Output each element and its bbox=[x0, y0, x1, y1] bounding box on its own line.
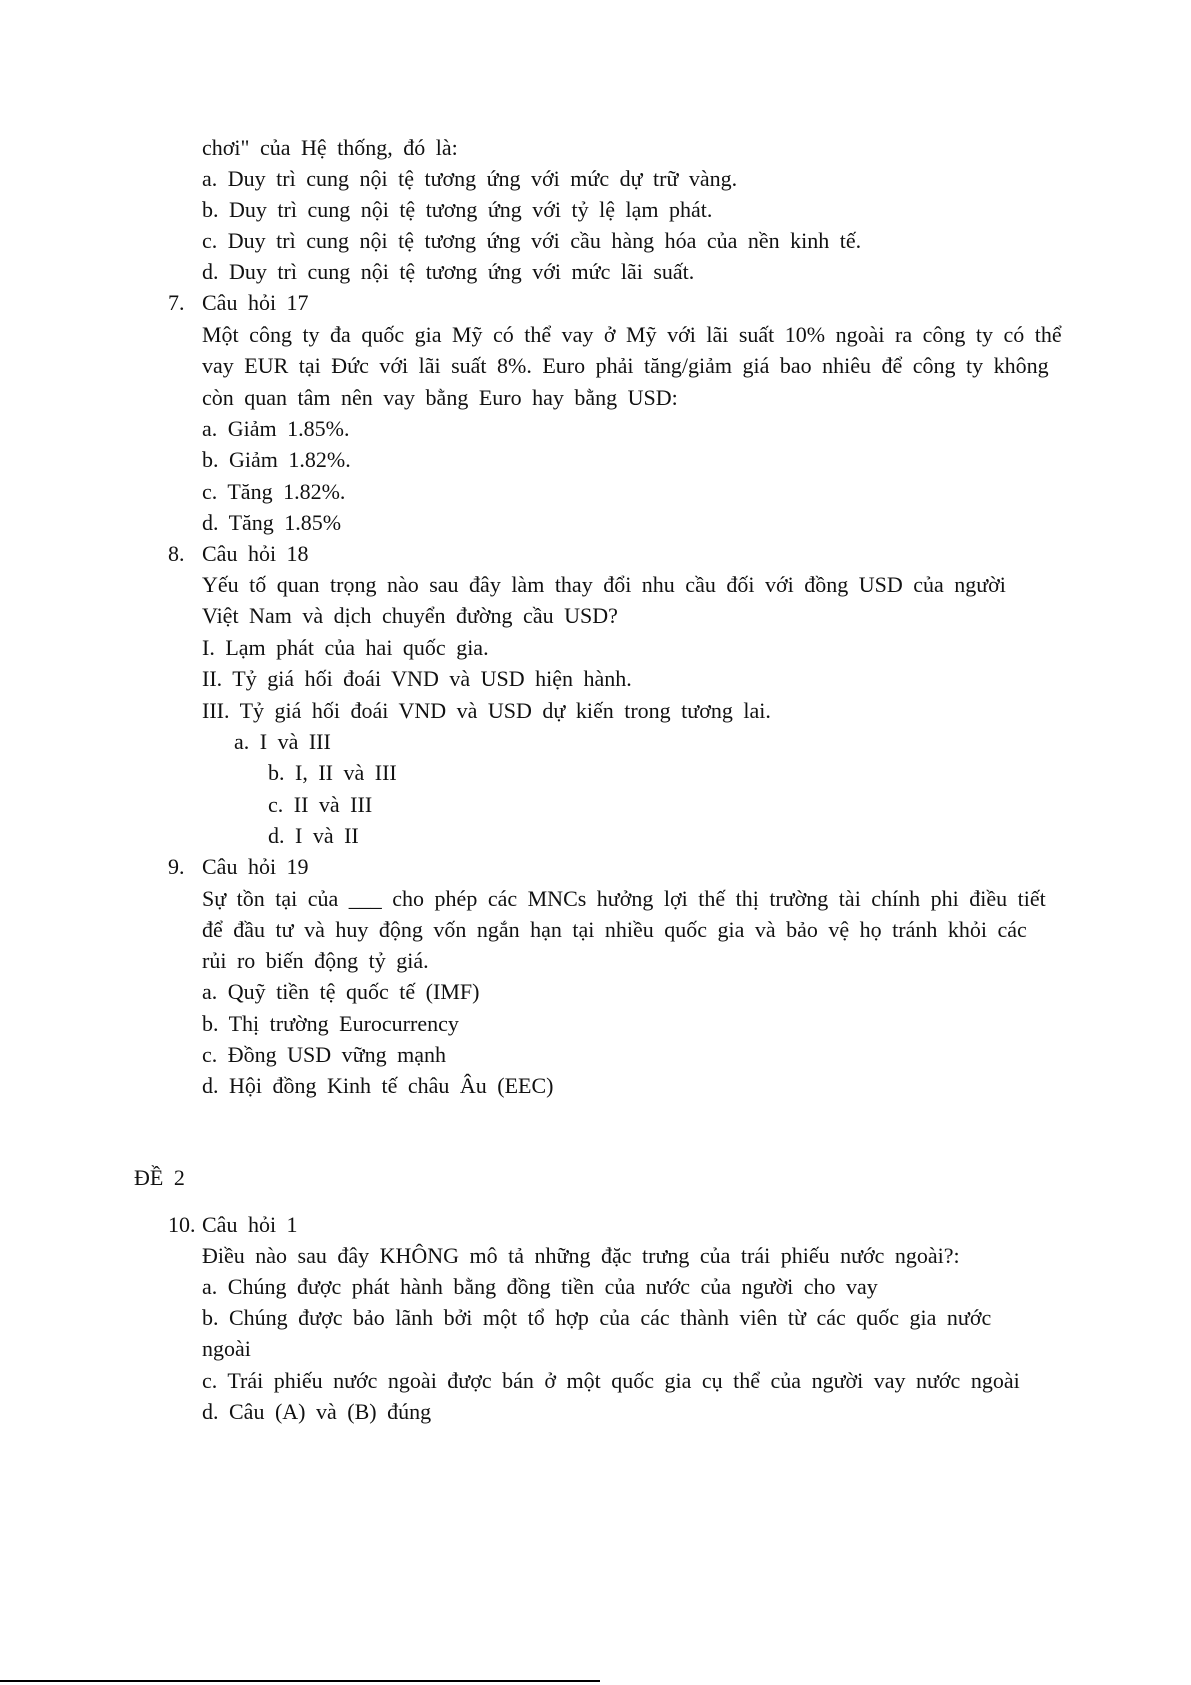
question-stem-line: chơi" của Hệ thống, đó là: bbox=[202, 135, 458, 160]
question-stem-line: Việt Nam và dịch chuyển đường cầu USD? bbox=[202, 603, 618, 628]
question-stem-line: Yếu tố quan trọng nào sau đây làm thay đổi nhu cầu đối với đồng USD của người bbox=[202, 572, 1006, 597]
question-stem-line: còn quan tâm nên vay bằng Euro hay bằng USD: bbox=[202, 385, 678, 410]
answer-option-a: a. Giảm 1.85%. bbox=[202, 416, 350, 441]
question-number: 9. bbox=[168, 854, 185, 879]
answer-option-a: a. Duy trì cung nội tệ tương ứng với mức dự trữ vàng. bbox=[202, 166, 738, 191]
statement-i: I. Lạm phát của hai quốc gia. bbox=[202, 635, 489, 660]
answer-option-d: d. Hội đồng Kinh tế châu Âu (EEC) bbox=[202, 1073, 554, 1098]
answer-option-c: c. II và III bbox=[268, 792, 373, 817]
answer-option-b-continued: ngoài bbox=[202, 1336, 251, 1361]
question-title: Câu hỏi 19 bbox=[202, 854, 309, 879]
answer-option-a: a. I và III bbox=[234, 729, 331, 754]
answer-option-b: b. Giảm 1.82%. bbox=[202, 447, 351, 472]
page-bottom-rule bbox=[0, 1680, 600, 1682]
question-title: Câu hỏi 1 bbox=[202, 1212, 298, 1237]
answer-option-b: b. Chúng được bảo lãnh bởi một tổ hợp của các thành viên từ các quốc gia nước bbox=[202, 1305, 992, 1330]
question-stem-line: Điều nào sau đây KHÔNG mô tả những đặc trưng của trái phiếu nước ngoài?: bbox=[202, 1243, 960, 1268]
answer-option-d: d. I và II bbox=[268, 823, 359, 848]
statement-iii: III. Tỷ giá hối đoái VND và USD dự kiến trong tương lai. bbox=[202, 698, 771, 723]
statement-ii: II. Tỷ giá hối đoái VND và USD hiện hành. bbox=[202, 666, 632, 691]
answer-option-b: b. Duy trì cung nội tệ tương ứng với tỷ lệ lạm phát. bbox=[202, 197, 713, 222]
answer-option-d: d. Duy trì cung nội tệ tương ứng với mức lãi suất. bbox=[202, 259, 695, 284]
answer-option-b: b. Thị trường Eurocurrency bbox=[202, 1011, 459, 1036]
answer-option-d: d. Tăng 1.85% bbox=[202, 510, 342, 535]
answer-option-c: c. Trái phiếu nước ngoài được bán ở một quốc gia cụ thể của người vay nước ngoài bbox=[202, 1368, 1020, 1393]
answer-option-b: b. I, II và III bbox=[268, 760, 397, 785]
answer-option-c: c. Đồng USD vững mạnh bbox=[202, 1042, 446, 1067]
answer-option-c: c. Tăng 1.82%. bbox=[202, 479, 346, 504]
answer-option-a: a. Chúng được phát hành bằng đồng tiền của nước của người cho vay bbox=[202, 1274, 878, 1299]
question-number: 10. bbox=[168, 1212, 196, 1237]
answer-option-d: d. Câu (A) và (B) đúng bbox=[202, 1399, 432, 1424]
question-number: 7. bbox=[168, 290, 185, 315]
answer-option-a: a. Quỹ tiền tệ quốc tế (IMF) bbox=[202, 979, 480, 1004]
question-stem-line: Một công ty đa quốc gia Mỹ có thể vay ở Mỹ với lãi suất 10% ngoài ra công ty có thể bbox=[202, 322, 1062, 347]
question-stem-line: vay EUR tại Đức với lãi suất 8%. Euro phải tăng/giảm giá bao nhiêu để công ty không bbox=[202, 353, 1049, 378]
question-number: 8. bbox=[168, 541, 185, 566]
question-title: Câu hỏi 17 bbox=[202, 290, 309, 315]
question-title: Câu hỏi 18 bbox=[202, 541, 309, 566]
question-stem-line: Sự tồn tại của ___ cho phép các MNCs hưởng lợi thế thị trường tài chính phi điều tiết bbox=[202, 886, 1046, 911]
question-stem-line: rủi ro biến động tỷ giá. bbox=[202, 948, 429, 973]
question-stem-line: để đầu tư và huy động vốn ngắn hạn tại nhiều quốc gia và bảo vệ họ tránh khỏi các bbox=[202, 917, 1027, 942]
section-heading: ĐỀ 2 bbox=[134, 1165, 185, 1190]
answer-option-c: c. Duy trì cung nội tệ tương ứng với cầu hàng hóa của nền kinh tế. bbox=[202, 228, 862, 253]
